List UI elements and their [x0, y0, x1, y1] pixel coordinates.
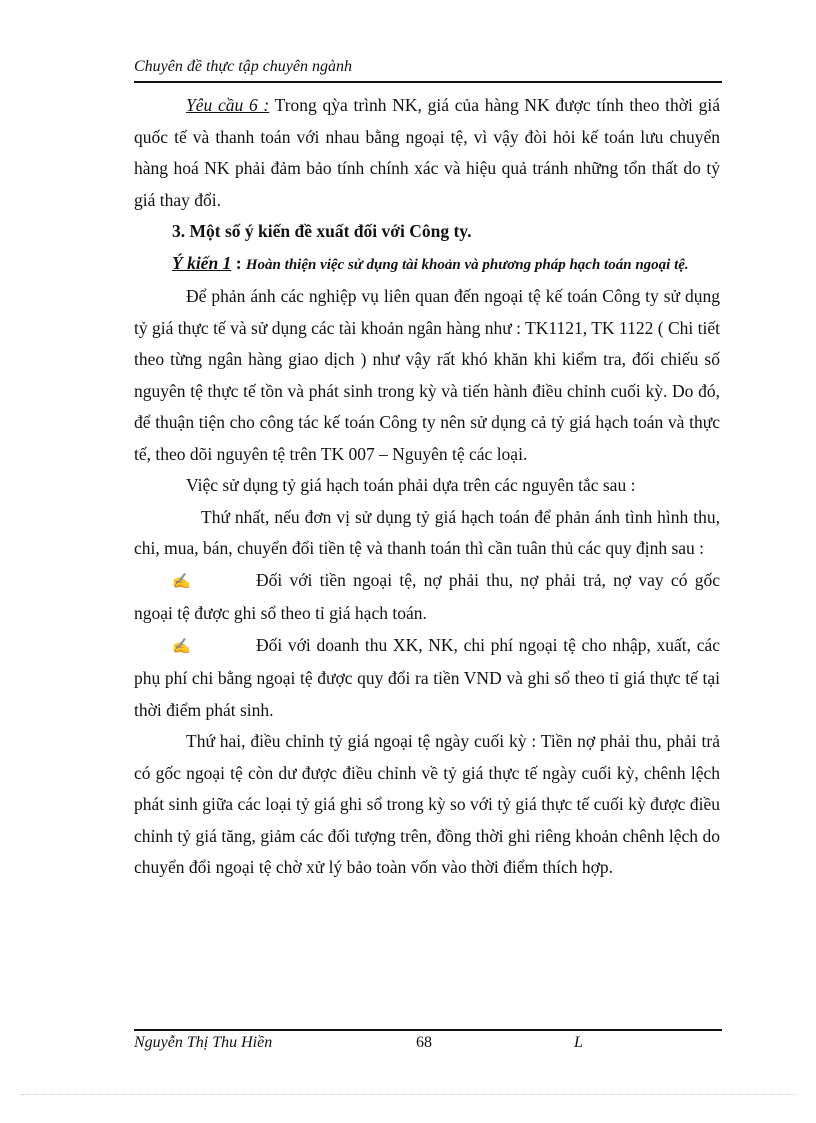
- opinion-1-label: Ý kiến 1: [172, 252, 232, 273]
- opinion-1-colon: :: [231, 252, 246, 273]
- bullet-item: [134, 565, 720, 630]
- page-body: [134, 90, 720, 884]
- page-footer: [134, 1034, 722, 1056]
- page-number: 68: [416, 1034, 432, 1051]
- running-header: Chuyên đề thực tập chuyên ngành: [134, 58, 352, 75]
- writing-hand-icon: ✍: [172, 638, 191, 655]
- requirement-6-label: Yêu cầu 6 :: [186, 95, 270, 115]
- opinion-1-paragraph: [134, 248, 720, 282]
- opinion-1-title: Hoàn thiện việc sử dụng tài khoản và phương pháp hạch toán ngoại tệ.: [245, 256, 689, 273]
- body-paragraph-principles: Việc sử dụng tỷ giá hạch toán phải dựa trên các nguyên tắc sau :: [186, 475, 636, 495]
- requirement-6-paragraph: [134, 90, 720, 216]
- bullet-item: [134, 630, 720, 727]
- author-name: Nguyễn Thị Thu Hiền: [134, 1034, 273, 1051]
- writing-hand-icon: ✍: [172, 573, 191, 590]
- body-paragraph-second: Thứ hai, điều chỉnh tỷ giá ngoại tệ ngày cuối kỳ : Tiền nợ phải thu, phải trả có gốc ngoại tệ còn dư được điều chỉnh về tỷ giá thực tế ngày cuối kỳ, chênh lệch phát sinh giữa các loại tỷ giá ghi sổ trong kỳ so với tỷ giá thực tế cuối kỳ được điều chỉnh tỷ giá tăng, giảm các đối tượng trên, đồng thời ghi riêng khoản chênh lệch do chuyển đổi ngoại tệ chờ xử lý bảo toàn vốn vào thời điểm thích hợp.: [134, 731, 720, 877]
- header-rule: [134, 81, 722, 83]
- bullet-text: Đối với tiền ngoại tệ, nợ phải thu, nợ phải trả, nợ vay có gốc ngoại tệ được ghi sổ theo tỉ giá hạch toán.: [134, 569, 720, 623]
- footer-mark: L: [574, 1034, 583, 1051]
- page-bottom-dotted-border: [20, 1094, 796, 1095]
- footer-rule: [134, 1029, 722, 1031]
- section-3-heading: 3. Một số ý kiến đề xuất đối với Công ty.: [172, 221, 472, 241]
- body-paragraph-first: Thứ nhất, nếu đơn vị sử dụng tỷ giá hạch toán để phản ánh tình hình thu, chi, mua, bán, chuyển đổi tiền tệ và thanh toán thì cần tuân thủ các quy định sau :: [134, 506, 720, 558]
- bullet-text: Đối với doanh thu XK, NK, chi phí ngoại tệ cho nhập, xuất, các phụ phí chi bằng ngoại tệ được quy đổi ra tiền VND và ghi sổ theo tỉ giá thực tế tại thời điểm phát sinh.: [134, 634, 720, 720]
- requirement-6-text: Trong qỳa trình NK, giá của hàng NK được tính theo thời giá quốc tế và thanh toán với nhau bằng ngoại tệ, vì vậy đòi hỏi kế toán lưu chuyển hàng hoá NK phải đảm bảo tính chính xác và hiệu quả tránh những tổn thất do tỷ giá thay đổi.: [134, 95, 720, 210]
- body-paragraph-accounts: Để phản ánh các nghiệp vụ liên quan đến ngoại tệ kế toán Công ty sử dụng tỷ giá thực tế và sử dụng các tài khoản ngân hàng như : TK1121, TK 1122 ( Chi tiết theo từng ngân hàng giao dịch ) như vậy rất khó khăn khi kiểm tra, đối chiếu số nguyên tệ thực tế tồn và phát sinh trong kỳ và tiến hành điều chỉnh cuối kỳ. Do đó, để thuận tiện cho công tác kế toán Công ty nên sử dụng cả tỷ giá hạch toán và thực tế, theo dõi nguyên tệ trên TK 007 – Nguyên tệ các loại.: [134, 286, 720, 464]
